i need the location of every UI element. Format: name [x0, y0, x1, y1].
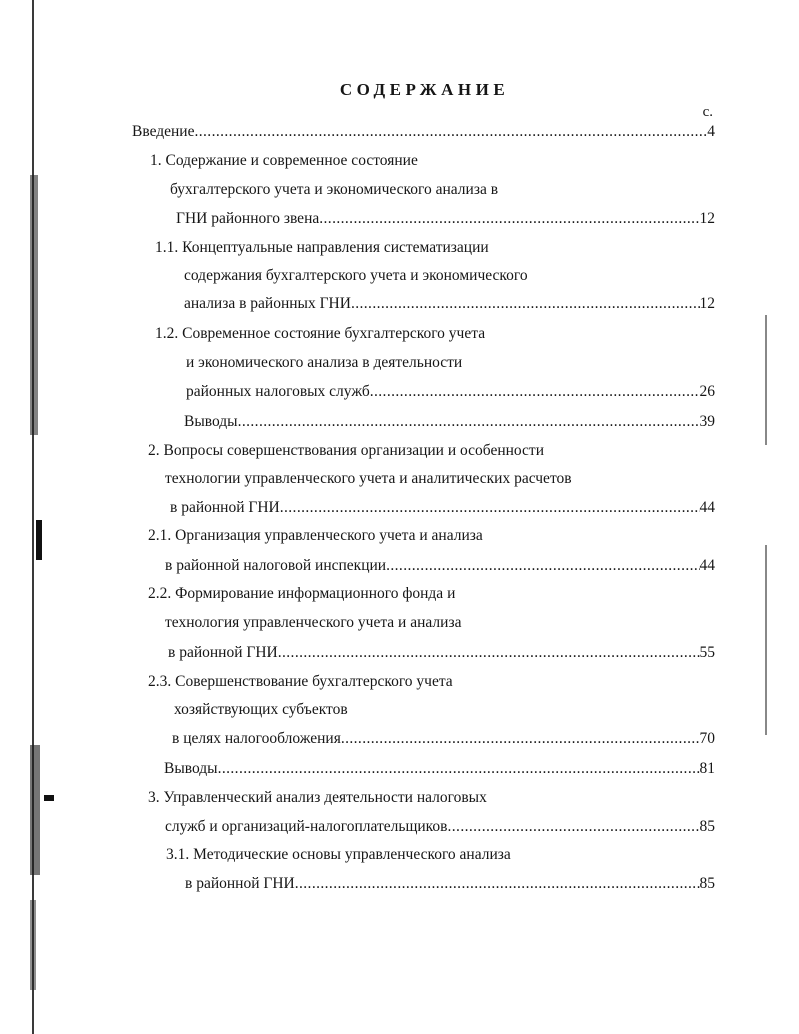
toc-page-number: 12 [699, 210, 715, 227]
leader-dots [278, 641, 700, 665]
toc-page-number: 81 [699, 760, 715, 777]
toc-entry-section-1-1[interactable] [184, 292, 715, 316]
toc-entry-text: в районной ГНИ [185, 875, 295, 892]
toc-page-number: 70 [699, 730, 715, 747]
toc-entry-text: Выводы [184, 413, 238, 430]
leader-dots [238, 410, 700, 434]
toc-page-number: 26 [699, 383, 715, 400]
toc-page-number: 85 [699, 875, 715, 892]
toc-heading-line: бухгалтерского учета и экономического анализа в [170, 181, 499, 198]
toc-heading-line: 1.2. Современное состояние бухгалтерского учета [155, 325, 486, 342]
scan-smudge [36, 520, 42, 560]
leader-dots [370, 380, 700, 404]
scan-edge-line [32, 0, 34, 1034]
scan-mark-right [765, 545, 767, 735]
scan-smudge [30, 900, 36, 990]
scan-smudge [44, 795, 54, 801]
toc-heading-line: 2. Вопросы совершенствования организации и особенности [148, 442, 544, 459]
leader-dots [386, 554, 699, 578]
leader-dots [341, 727, 700, 751]
toc-entry-text: в районной ГНИ [170, 499, 280, 516]
toc-entry-text: в районной налоговой инспекции [165, 557, 387, 574]
toc-page-number: 44 [699, 557, 715, 574]
toc-entry-intro[interactable] [132, 120, 715, 144]
toc-heading-line: 2.2. Формирование информационного фонда и [148, 585, 456, 602]
toc-entry-text: анализа в районных ГНИ [184, 295, 351, 312]
scan-mark-right [765, 315, 767, 445]
toc-entry-chapter-2[interactable] [170, 496, 715, 520]
toc-page-number: 55 [699, 644, 715, 661]
toc-entry-text: районных налоговых служб [186, 383, 370, 400]
toc-heading-line: 2.3. Совершенствование бухгалтерского учета [148, 673, 453, 690]
toc-entry-text: в районной ГНИ [168, 644, 278, 661]
toc-entry-text: Введение [132, 123, 195, 140]
toc-entry-section-2-1[interactable] [165, 554, 715, 578]
leader-dots [351, 292, 700, 316]
toc-entry-text: в целях налогообложения [172, 730, 341, 747]
scan-smudge [30, 175, 38, 435]
toc-entry-text: Выводы [164, 760, 218, 777]
toc-heading-line: хозяйствующих субъектов [174, 701, 348, 718]
toc-heading-line: технологии управленческого учета и аналитических расчетов [165, 470, 572, 487]
toc-heading-line: и экономического анализа в деятельности [186, 354, 463, 371]
toc-entry-conclusions-2[interactable] [164, 757, 715, 781]
toc-page-number: 39 [699, 413, 715, 430]
leader-dots [295, 872, 700, 896]
leader-dots [319, 207, 699, 231]
toc-page-number: 44 [699, 499, 715, 516]
page-column-label: с. [702, 104, 713, 120]
toc-entry-conclusions-1[interactable] [184, 410, 715, 434]
toc-entry-text: ГНИ районного звена [176, 210, 320, 227]
toc-page-number: 85 [699, 818, 715, 835]
toc-heading-line: 2.1. Организация управленческого учета и анализа [148, 527, 483, 544]
leader-dots [280, 496, 700, 520]
toc-heading-line: содержания бухгалтерского учета и экономического [184, 267, 528, 284]
toc-entry-chapter-3[interactable] [165, 815, 715, 839]
leader-dots [194, 120, 707, 144]
toc-entry-chapter-1[interactable] [176, 207, 715, 231]
toc-heading-line: технология управленческого учета и анализа [165, 614, 462, 631]
toc-page-number: 4 [707, 123, 715, 140]
toc-entry-section-2-2[interactable] [168, 641, 715, 665]
toc-heading-line: 1.1. Концептуальные направления систематизации [155, 239, 489, 256]
page-title: СОДЕРЖАНИЕ [339, 80, 510, 99]
toc-heading-line: 3. Управленческий анализ деятельности налоговых [148, 789, 487, 806]
toc-page-number: 12 [699, 295, 715, 312]
toc-entry-text: служб и организаций-налогоплательщиков [165, 818, 448, 835]
toc-heading-line: 1. Содержание и современное состояние [150, 152, 418, 169]
toc-heading-line: 3.1. Методические основы управленческого анализа [166, 846, 511, 863]
toc-entry-section-1-2[interactable] [186, 380, 715, 404]
leader-dots [218, 757, 700, 781]
toc-entry-section-2-3[interactable] [172, 727, 715, 751]
toc-entry-section-3-1[interactable] [185, 872, 715, 896]
leader-dots [448, 815, 700, 839]
scan-smudge [30, 745, 40, 875]
